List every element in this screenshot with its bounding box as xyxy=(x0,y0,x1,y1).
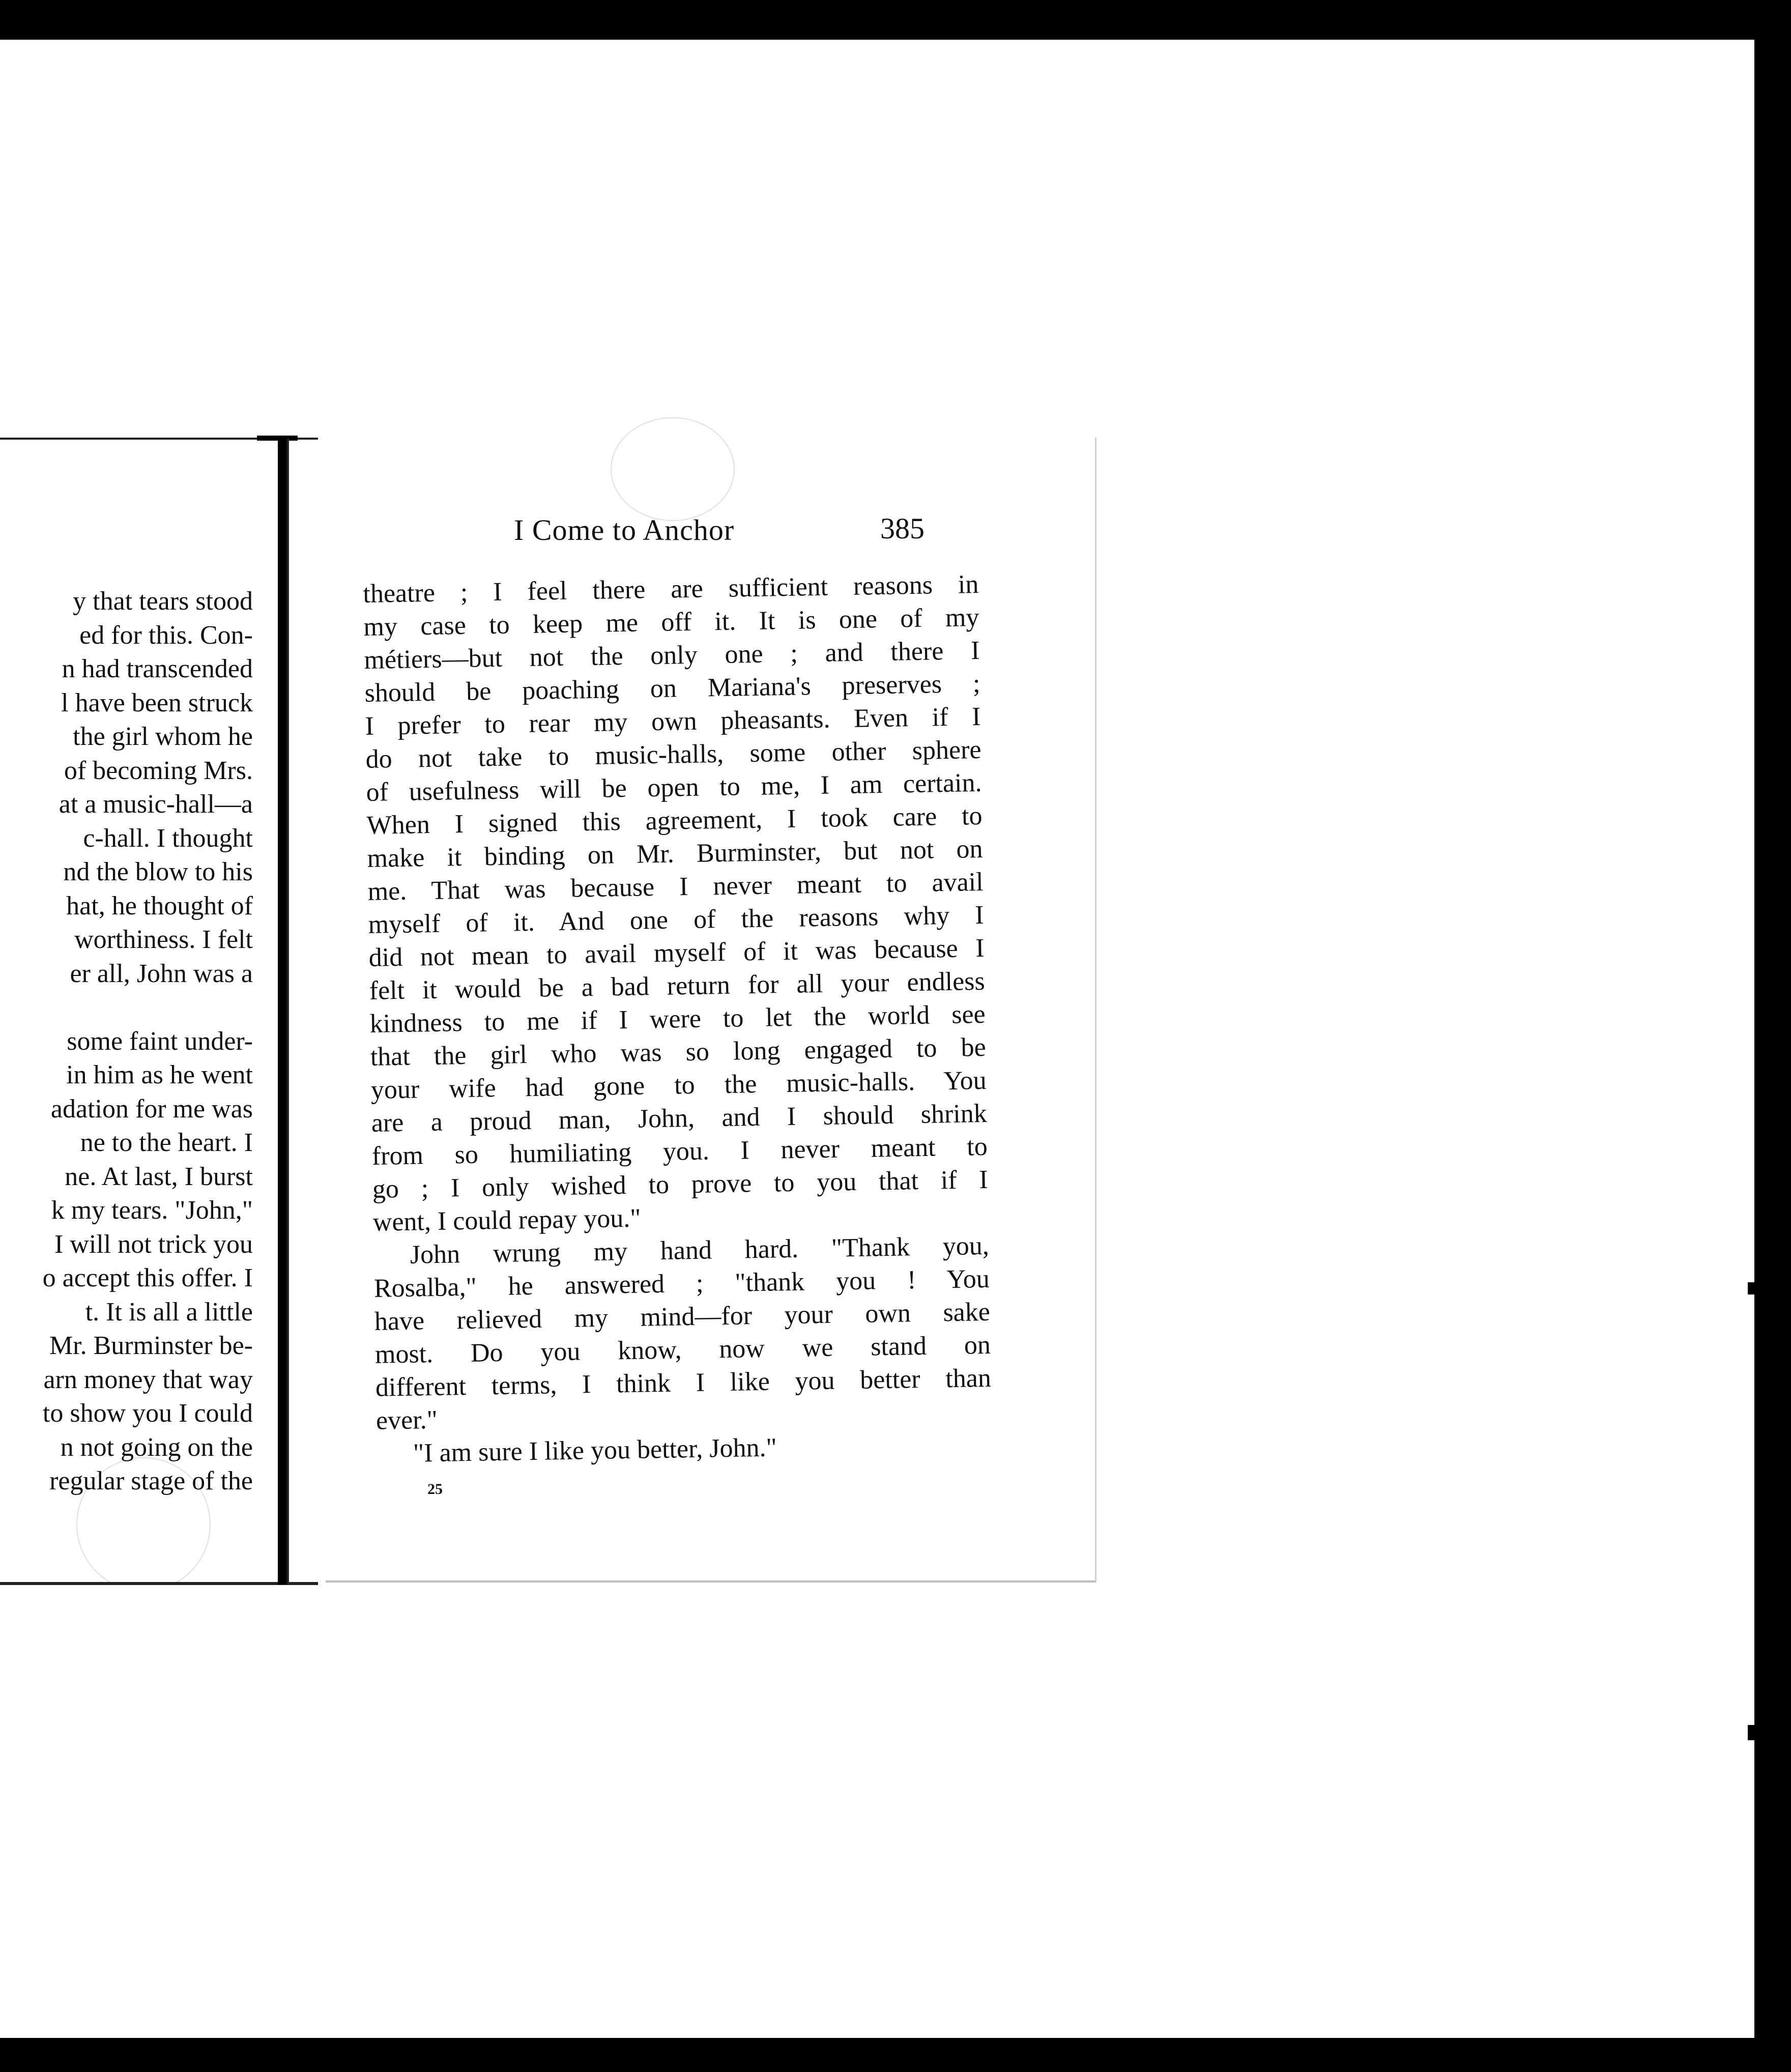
text-line: o accept this offer. I xyxy=(42,1263,253,1292)
text-line: c-hall. I thought xyxy=(83,823,253,853)
page-number: 385 xyxy=(880,512,925,545)
water-stain xyxy=(611,417,735,521)
text-line: n not going on the xyxy=(60,1432,253,1462)
text-line: t. It is all a little xyxy=(85,1297,253,1327)
running-head: I Come to Anchor xyxy=(514,513,735,546)
text-line: theatre ; I feel there are sufficient reasons in xyxy=(363,569,979,609)
right-page xyxy=(326,438,1096,1582)
text-line: hat, he thought of xyxy=(66,891,253,920)
text-line: felt it would be a bad return for all your endless xyxy=(369,966,986,1005)
paragraph-gap xyxy=(0,991,253,1025)
text-line: arn money that way xyxy=(43,1365,253,1394)
text-line: me. That was because I never meant to avail xyxy=(367,867,984,906)
text-line: should be poaching on Mariana's preserves ; xyxy=(364,669,980,708)
text-line: regular stage of the xyxy=(49,1466,253,1495)
text-line: adation for me was xyxy=(50,1094,253,1124)
left-page xyxy=(0,438,318,1585)
text-line: are a proud man, John, and I should shrink xyxy=(371,1099,988,1138)
text-line: at a music-hall—a xyxy=(59,790,253,819)
text-line: my case to keep me off it. It is one of my xyxy=(363,602,979,642)
scan-frame-bottom xyxy=(0,2038,1791,2072)
text-line: worthiness. I felt xyxy=(74,925,253,954)
scan-frame-right xyxy=(1754,0,1791,2072)
text-line: some faint under- xyxy=(67,1026,253,1056)
text-line: ever." xyxy=(375,1405,438,1435)
left-page-text xyxy=(0,585,253,1499)
page-body-text xyxy=(363,568,992,1471)
text-line: of usefulness will be open to me, I am certain. xyxy=(366,768,982,807)
text-line: do not take to music-halls, some other sphere xyxy=(365,735,981,774)
text-line: of becoming Mrs. xyxy=(64,756,253,785)
text-line: l have been struck xyxy=(61,688,253,717)
text-line: I will not trick you xyxy=(54,1229,253,1259)
scan-frame-notch xyxy=(1748,1725,1755,1740)
text-line: er all, John was a xyxy=(70,959,253,988)
text-line: ne. At last, I burst xyxy=(65,1162,253,1191)
gutter-shadow xyxy=(278,439,289,1585)
text-line: different terms, I think I like you better than xyxy=(375,1363,992,1402)
text-line: most. Do you know, now we stand on xyxy=(374,1330,991,1369)
text-line: to show you I could xyxy=(42,1399,253,1428)
text-line: y that tears stood xyxy=(73,587,253,616)
text-line: ed for this. Con- xyxy=(79,620,253,650)
text-line: your wife had gone to the music-halls. You xyxy=(370,1066,987,1105)
text-line: Rosalba," he answered ; "thank you ! You xyxy=(373,1264,990,1303)
text-line: "I am sure I like you better, John." xyxy=(413,1433,777,1468)
text-line: from so humiliating you. I never meant to xyxy=(371,1132,988,1171)
text-line: John wrung my hand hard. "Thank you, xyxy=(410,1231,990,1270)
text-line: the girl whom he xyxy=(73,722,253,751)
scan-frame-notch xyxy=(1748,1282,1755,1294)
text-line: Mr. Burminster be- xyxy=(49,1331,253,1360)
text-line: make it binding on Mr. Burminster, but not on xyxy=(367,834,983,873)
text-line: kindness to me if I were to let the world see xyxy=(369,999,986,1039)
text-line: go ; I only wished to prove to you that if I xyxy=(372,1165,989,1204)
text-line: in him as he went xyxy=(66,1060,253,1089)
text-line: have relieved my mind—for your own sake xyxy=(374,1297,991,1336)
text-line: When I signed this agreement, I took care to xyxy=(366,801,983,840)
text-line: did not mean to avail myself of it was because I xyxy=(368,933,985,972)
scan-frame-top xyxy=(0,0,1791,40)
text-line: nd the blow to his xyxy=(63,857,253,886)
text-line: n had transcended xyxy=(62,654,253,683)
text-line: métiers—but not the only one ; and there I xyxy=(364,636,980,675)
text-line: went, I could repay you." xyxy=(372,1203,641,1237)
text-line: k my tears. "John," xyxy=(51,1196,253,1225)
text-line: myself of it. And one of the reasons why I xyxy=(368,900,985,939)
text-line: that the girl who was so long engaged to be xyxy=(370,1032,987,1072)
gutter-cap xyxy=(257,436,298,441)
book-gutter xyxy=(275,439,326,1585)
signature-mark: 25 xyxy=(427,1481,443,1498)
text-line: I prefer to rear my own pheasants. Even if I xyxy=(365,702,981,741)
text-line: ne to the heart. I xyxy=(80,1128,253,1157)
